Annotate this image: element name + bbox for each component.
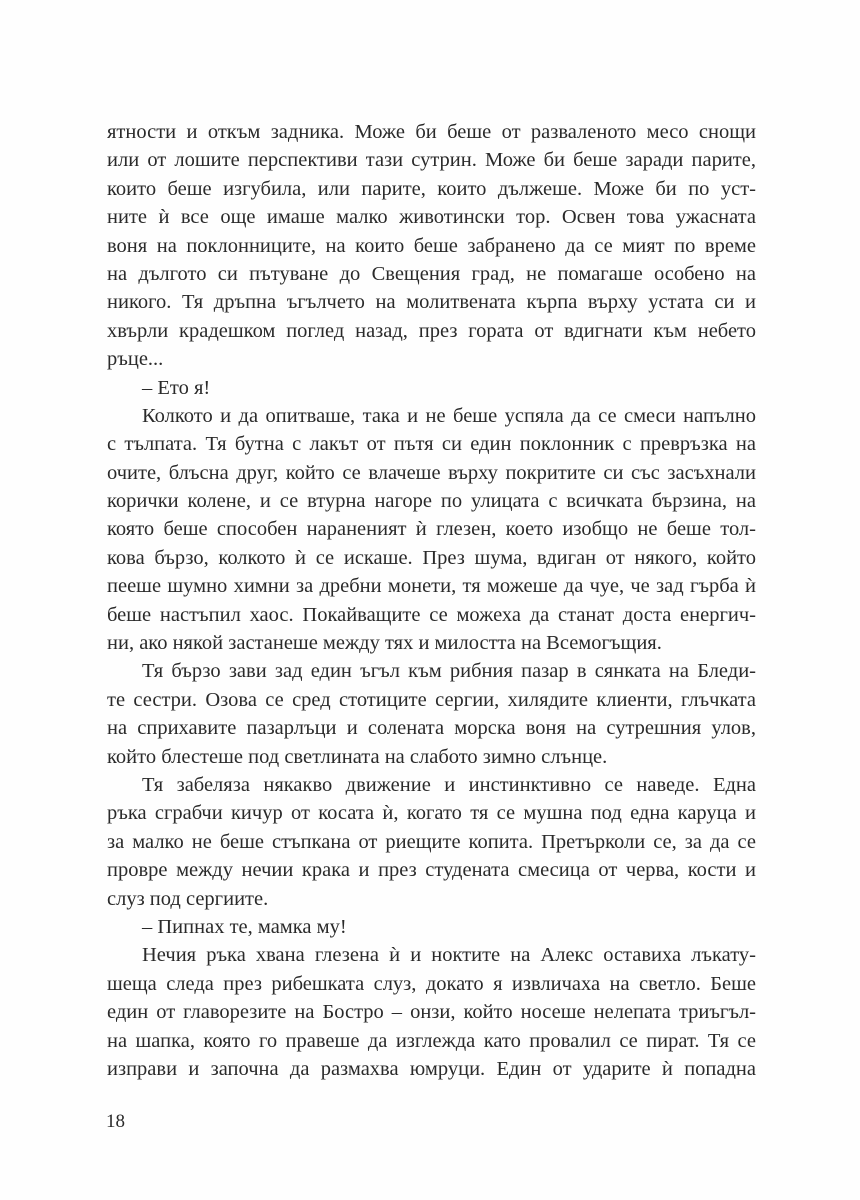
text-line: на дългото си пътуване до Свещения град, не помагаше особено на (107, 262, 756, 285)
page-number: 18 (106, 1111, 125, 1132)
text-line: на шапка, която го правеше да изглежда като провалил се пират. Тя се (107, 1029, 756, 1052)
text-line: слуз под сергиите. (107, 887, 269, 910)
text-line: с тълпата. Тя бутна с лакът от пътя си един поклонник с превръзка на (107, 433, 756, 456)
text-line: воня на поклонниците, на които беше забранено да се мият по време (107, 234, 756, 257)
text-line: Тя бързо зави зад един ъгъл към рибния пазар в сянката на Бледи- (142, 660, 756, 683)
text-line: които беше изгубила, или парите, които дължеше. Може би по уст- (107, 177, 756, 200)
text-line: никого. Тя дръпна ъгълчето на молитвената кърпа върху устата си и (107, 291, 756, 314)
text-line: шеща следа през рибешката слуз, докато я извличаха на светло. Беше (107, 972, 756, 995)
text-line: Колкото и да опитваше, така и не беше успяла да се смеси напълно (142, 404, 756, 427)
text-line: очите, блъсна друг, който се влачеше върху покритите си със засъхнали (107, 461, 756, 484)
text-line: – Ето я! (142, 376, 211, 399)
text-line: или от лошите перспективи тази сутрин. Може би беше заради парите, (107, 149, 756, 172)
text-line: провре между нечии крака и през студената смесица от черва, кости и (107, 859, 756, 882)
text-line: – Пипнах те, мамка му! (142, 915, 347, 938)
text-line: пееше шумно химни за дребни монети, тя можеше да чуе, че зад гърба ѝ (107, 575, 756, 598)
text-line: ръце... (107, 348, 164, 371)
text-line: която беше способен нараненият ѝ глезен, което изобщо не беше тол- (107, 518, 756, 541)
text-line: който блестеше под светлината на слабото зимно слънце. (107, 745, 608, 768)
text-line: за малко не беше стъпкана от риещите копита. Претърколи се, за да се (107, 830, 756, 853)
text-line: ните ѝ все още имаше малко животински тор. Освен това ужасната (107, 206, 756, 229)
text-line: хвърли крадешком поглед назад, през гората от вдигнати към небето (107, 319, 756, 342)
text-line: те сестри. Озова се сред стотиците сергии, хилядите клиенти, глъчката (107, 688, 756, 711)
text-line: един от главорезите на Бостро – онзи, който носеше нелепата триъгъл- (107, 1001, 756, 1024)
text-line: ръка сграбчи кичур от косата ѝ, когато тя се мушна под една каруца и (107, 802, 756, 825)
text-line: изправи и започна да размахва юмруци. Един от ударите ѝ попадна (107, 1057, 756, 1080)
text-line: ни, ако някой застанеше между тях и милостта на Всемогъщия. (107, 632, 662, 655)
text-line: беше настъпил хаос. Покайващите се можеха да станат доста енергич- (107, 603, 756, 626)
text-line: Нечия ръка хвана глезена ѝ и ноктите на Алекс оставиха лъкату- (142, 944, 756, 967)
text-line: на сприхавите пазарлъци и солената морска воня на сутрешния улов, (107, 717, 756, 740)
text-line: кова бързо, колкото ѝ се искаше. През шума, вдиган от някого, който (107, 546, 756, 569)
body-text (107, 118, 756, 1083)
text-line: корички колене, и се втурна нагоре по улицата с всичката бързина, на (107, 490, 756, 513)
text-line: Тя забеляза някакво движение и инстинктивно се наведе. Една (142, 773, 756, 796)
text-line: ятности и откъм задника. Може би беше от разваленото месо снощи (107, 121, 756, 143)
